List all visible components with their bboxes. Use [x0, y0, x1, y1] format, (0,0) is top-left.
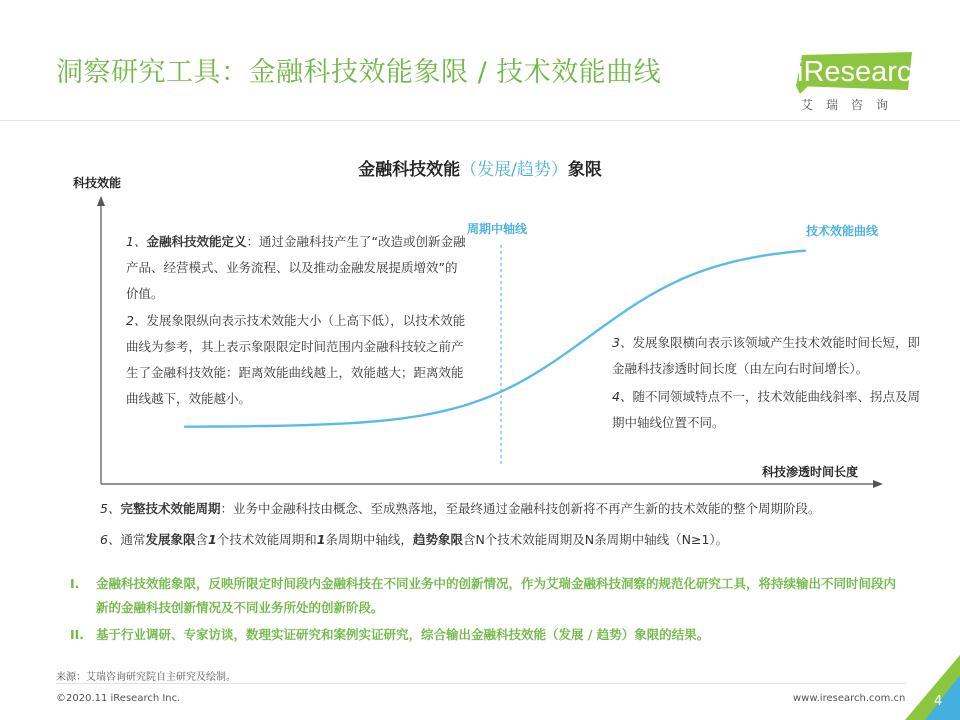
summary-item-2-number: II. [70, 627, 85, 642]
x-axis [101, 480, 883, 488]
note-6-number: 6、 [100, 532, 121, 547]
website-link[interactable]: www.iresearch.com.cn [793, 693, 906, 704]
note-6-italic-1: 1 [208, 532, 217, 547]
note-1 [126, 229, 466, 307]
note-6 [100, 530, 728, 548]
note-5-heading: 完整技术效能周期 [120, 501, 221, 516]
copyright: ©2020.11 iResearch Inc. [56, 693, 181, 704]
chart-title-suffix: 象限 [567, 160, 602, 180]
note-3 [612, 330, 932, 382]
note-5 [100, 499, 820, 517]
corner-decoration [900, 655, 960, 720]
note-3-number: 3、 [612, 335, 633, 350]
footer-divider [56, 683, 906, 684]
note-3-text: 发展象限横向表示该领域产生技术效能时间长短，即金融科技渗透时间长度（由左向右时间增长）。 [612, 335, 920, 376]
note-6-part-2: 含 [195, 532, 208, 547]
note-6-part-3: 个技术效能周期和 [216, 532, 317, 547]
logo-wordmark: iResearch [797, 56, 928, 88]
y-axis [97, 196, 105, 484]
summary-item-1-text: 金融科技效能象限，反映所限定时间段内金融科技在不同业务中的创新情况，作为艾瑞金融科技洞察的规范化研究工具，将持续输出不同时间段内新的金融科技创新情况及不同业务所处的创新阶段。 [96, 576, 897, 615]
summary-item-2-text: 基于行业调研、专家访谈，数理实证研究和案例实证研究，综合输出金融科技效能（发展 / 趋势）象限的结果。 [96, 627, 710, 642]
curve-series-label: 技术效能曲线 [806, 224, 879, 238]
note-5-text: ：业务中金融科技由概念、至成熟落地，至最终通过金融科技创新将不再产生新的技术效能的整个周期阶段。 [220, 501, 821, 516]
note-1-text: ：通过金融科技产生了“改造或创新金融产品、经营模式、业务流程、以及推动金融发展提质增效”的价值。 [126, 234, 466, 301]
note-4 [612, 384, 922, 436]
page-number: 4 [934, 694, 943, 709]
note-2-text: 发展象限纵向表示技术效能大小（上高下低），以技术效能曲线为参考，其上表示象限限定时间范围内金融科技较之前产生了金融科技效能：距离效能曲线越上，效能越大；距离效能曲线越下，效能越小。 [126, 313, 466, 406]
note-1-heading: 金融科技效能定义 [146, 234, 247, 249]
note-1-number: 1、 [126, 234, 147, 249]
note-2 [126, 308, 466, 412]
chart-title-accent: （发展/趋势） [460, 160, 568, 180]
note-4-text: 随不同领域特点不一，技术效能曲线斜率、拐点及周期中轴线位置不同。 [612, 389, 920, 430]
note-5-number: 5、 [100, 501, 121, 516]
note-6-part-4: 条周期中轴线， [325, 532, 413, 547]
source-note: 来源：艾瑞咨询研究院自主研究及绘制。 [56, 672, 236, 683]
note-2-number: 2、 [126, 313, 147, 328]
x-axis-label: 科技渗透时间长度 [762, 465, 859, 479]
note-6-bold-1: 发展象限 [145, 532, 196, 547]
note-6-bold-2: 趋势象限 [412, 532, 463, 547]
summary-item-1 [70, 572, 905, 620]
y-axis-label: 科技效能 [73, 176, 122, 190]
summary-item-1-number: I. [70, 576, 80, 591]
page-title: 洞察研究工具：金融科技效能象限 / 技术效能曲线 [56, 57, 662, 88]
midline-label: 周期中轴线 [467, 222, 528, 236]
note-4-number: 4、 [612, 389, 633, 404]
summary-item-2 [70, 623, 905, 647]
note-6-italic-2: 1 [316, 532, 326, 547]
chart-title-prefix: 金融科技效能 [358, 160, 461, 180]
note-6-part-1: 通常 [120, 532, 146, 547]
logo-chinese-name: 艾瑞咨询 [801, 98, 902, 112]
note-6-part-5: 含N个技术效能周期及N条周期中轴线（N≥1）。 [462, 532, 729, 547]
